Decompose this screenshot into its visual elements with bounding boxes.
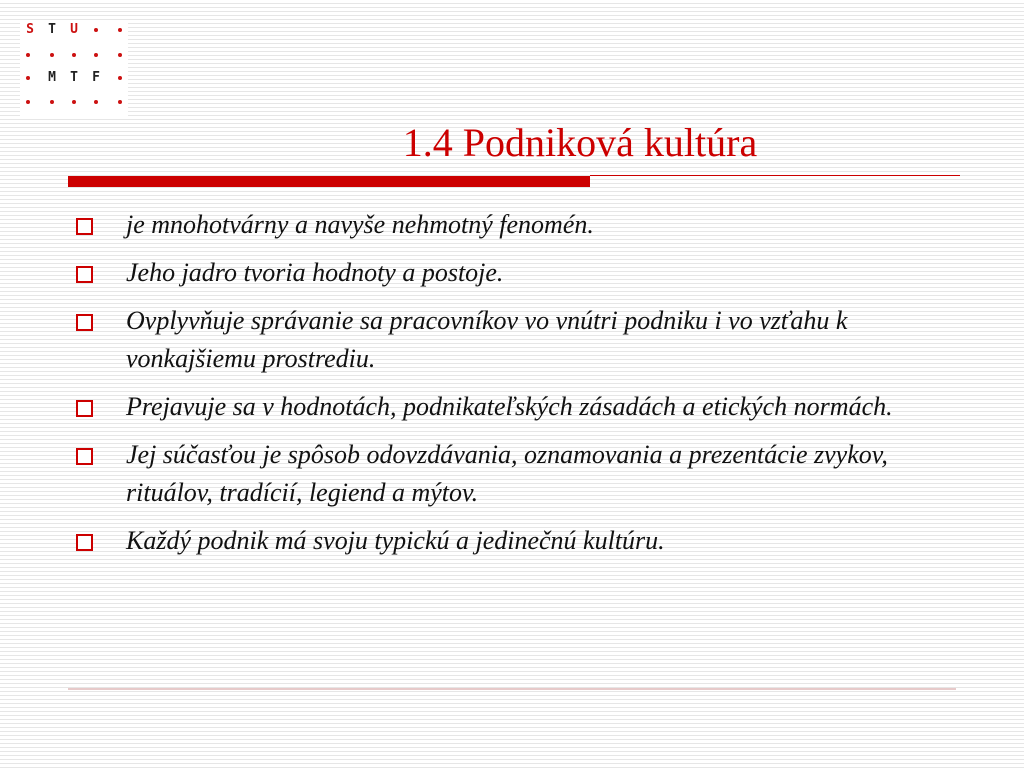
bullet-item	[76, 522, 966, 560]
hollow-square-bullet-icon	[76, 266, 93, 283]
hollow-square-bullet-icon	[76, 400, 93, 417]
logo-letter: U	[70, 22, 78, 37]
bullet-text: Jej súčasťou je spôsob odovzdávania, oznamovania a prezentácie zvykov, rituálov, tradícií, legiend a mýtov.	[126, 440, 888, 507]
bullet-text: Prejavuje sa v hodnotách, podnikateľských zásadách a etických normách.	[126, 392, 893, 421]
logo-dot	[26, 76, 30, 80]
logo-dot	[72, 53, 76, 57]
logo-dot	[72, 100, 76, 104]
bullet-text: Ovplyvňuje správanie sa pracovníkov vo vnútri podniku i vo vzťahu k vonkajšiemu prostrediu.	[126, 306, 848, 373]
bullet-text: je mnohotvárny a navyše nehmotný fenomén.	[126, 210, 594, 239]
logo-dot	[50, 100, 54, 104]
bullet-item	[76, 254, 966, 292]
logo-dot	[118, 76, 122, 80]
bullet-item	[76, 206, 966, 244]
bullet-text: Každý podnik má svoju typickú a jedinečnú kultúru.	[126, 526, 665, 555]
logo-dot	[94, 28, 98, 32]
logo-dot	[26, 100, 30, 104]
hollow-square-bullet-icon	[76, 218, 93, 235]
hollow-square-bullet-icon	[76, 448, 93, 465]
hollow-square-bullet-icon	[76, 534, 93, 551]
hollow-square-bullet-icon	[76, 314, 93, 331]
bullet-item	[76, 436, 966, 512]
title-underline-rule	[590, 175, 960, 176]
title-underline-bar	[68, 176, 590, 187]
slide-title: 1.4 Podniková kultúra	[402, 120, 758, 165]
logo-letter: S	[26, 22, 34, 37]
bullet-item	[76, 302, 966, 378]
stu-mtf-logo	[20, 20, 128, 116]
bullet-item	[76, 388, 966, 426]
logo-dot	[50, 53, 54, 57]
bullet-list	[76, 206, 966, 570]
logo-letter: M	[48, 70, 56, 85]
logo-dot	[94, 100, 98, 104]
logo-dot	[118, 100, 122, 104]
logo-dot	[26, 53, 30, 57]
logo-letter: T	[48, 22, 56, 37]
logo-dot	[118, 28, 122, 32]
logo-dot	[118, 53, 122, 57]
logo-letter: F	[92, 70, 100, 85]
logo-letter: T	[70, 70, 78, 85]
bullet-text: Jeho jadro tvoria hodnoty a postoje.	[126, 258, 504, 287]
footer-divider	[68, 688, 956, 690]
logo-dot	[94, 53, 98, 57]
